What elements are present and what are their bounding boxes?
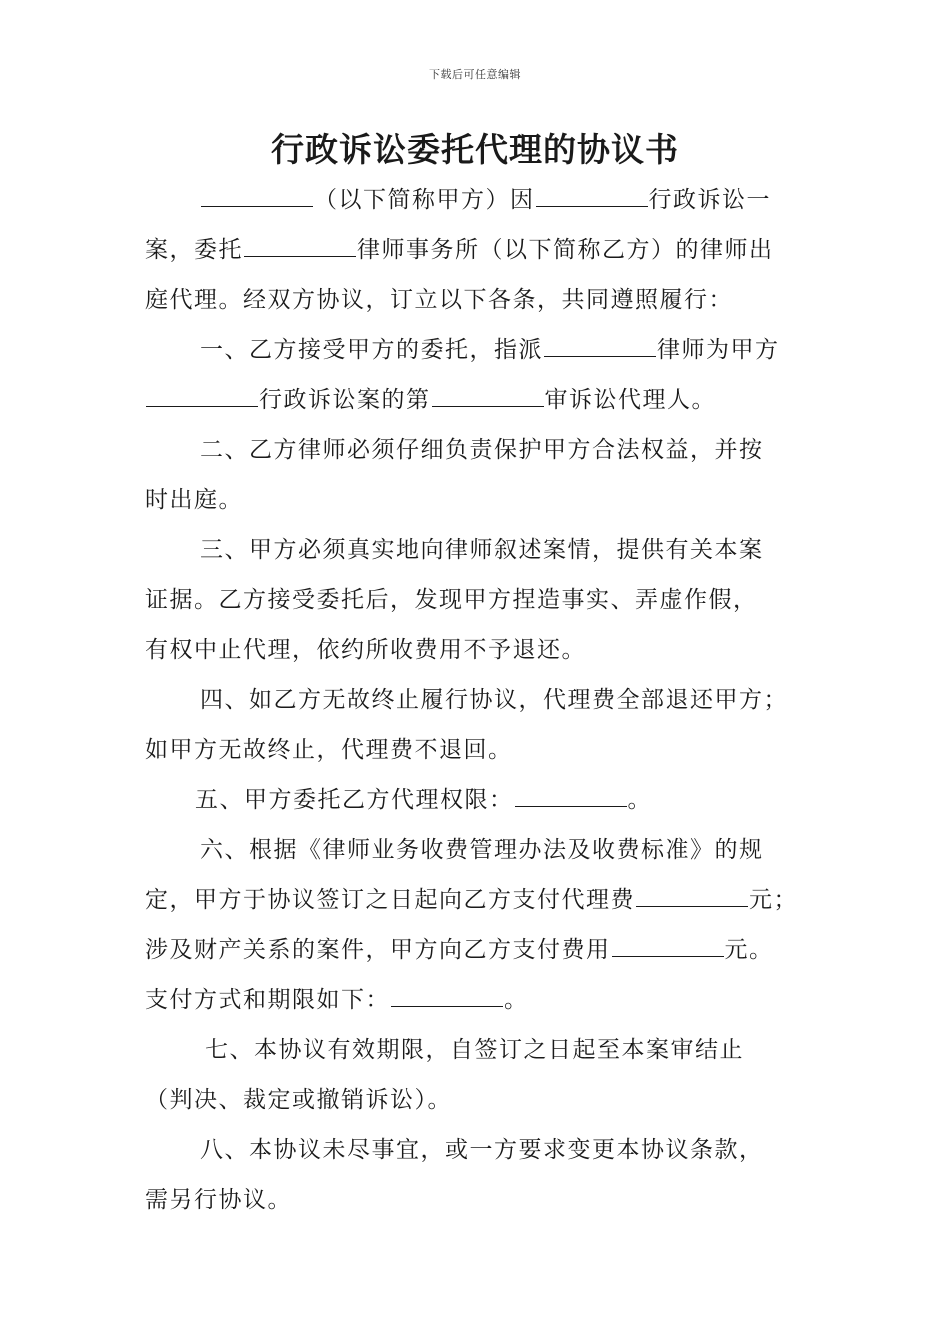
text-line	[145, 785, 867, 815]
line-text: 审诉讼代理人。	[544, 387, 716, 413]
line-text: 涉及财产关系的案件，甲方向乙方支付费用	[145, 937, 611, 963]
fill-blank[interactable]	[391, 986, 503, 1007]
line-text: 。	[627, 787, 652, 813]
line-text: 三、甲方必须真实地向律师叙述案情，提供有关本案	[200, 537, 764, 563]
text-line	[145, 385, 817, 415]
line-text: 元；	[749, 887, 798, 913]
text-line	[145, 435, 872, 465]
fill-blank[interactable]	[146, 386, 258, 407]
line-text: 六、根据《律师业务收费管理办法及收费标准》的规	[200, 837, 764, 863]
text-line	[145, 185, 872, 215]
text-line	[145, 635, 817, 665]
document-title: 行政诉讼委托代理的协议书	[271, 130, 679, 169]
line-text: 元。	[724, 937, 774, 963]
line-text: 一、乙方接受甲方的委托，指派	[200, 337, 543, 363]
line-text: 有权中止代理，依约所收费用不予退还。	[145, 637, 586, 663]
fill-blank[interactable]	[432, 386, 544, 407]
text-line	[145, 1085, 817, 1115]
line-text: 支付方式和期限如下：	[145, 987, 390, 1013]
line-text: 律师事务所（以下简称乙方）的律师出	[357, 237, 774, 263]
line-text: 定，甲方于协议签订之日起向乙方支付代理费	[145, 887, 635, 913]
line-text: 如甲方无故终止，代理费不退回。	[145, 737, 513, 763]
fill-blank[interactable]	[544, 336, 656, 357]
line-text: 四、如乙方无故终止履行协议，代理费全部退还甲方；	[200, 687, 788, 713]
text-line	[145, 1185, 817, 1215]
text-line	[145, 685, 872, 715]
line-text: 需另行协议。	[145, 1187, 292, 1213]
fill-blank[interactable]	[201, 186, 313, 207]
line-text: 时出庭。	[145, 487, 243, 513]
text-line	[145, 735, 817, 765]
text-line	[145, 335, 872, 365]
line-text: 二、乙方律师必须仔细负责保护甲方合法权益，并按	[200, 437, 764, 463]
line-text: 七、本协议有效期限，自签订之日起至本案审结止	[205, 1037, 744, 1063]
fill-blank[interactable]	[536, 186, 648, 207]
line-text: 。	[504, 987, 529, 1013]
text-line	[145, 585, 817, 615]
text-line	[145, 1135, 872, 1165]
line-text: （判决、裁定或撤销诉讼）。	[145, 1087, 452, 1113]
line-text: 行政诉讼案的第	[259, 387, 431, 413]
fill-blank[interactable]	[636, 886, 748, 907]
fill-blank[interactable]	[244, 236, 356, 257]
line-text: 证据。乙方接受委托后，发现甲方捏造事实、弄虚作假，	[145, 587, 758, 613]
text-line	[145, 885, 817, 915]
line-text: 律师为甲方	[657, 337, 780, 363]
text-line	[145, 485, 817, 515]
line-text: 八、本协议未尽事宜，或一方要求变更本协议条款，	[200, 1137, 764, 1163]
text-line	[145, 835, 872, 865]
text-line	[145, 935, 817, 965]
line-text: 五、甲方委托乙方代理权限：	[195, 787, 514, 813]
text-line	[145, 285, 817, 315]
text-line	[145, 535, 872, 565]
text-line	[145, 985, 817, 1015]
line-text: 庭代理。经双方协议，订立以下各条，共同遵照履行：	[145, 287, 733, 313]
line-text: （以下简称甲方）因	[314, 187, 535, 213]
line-text: 行政诉讼一	[648, 187, 771, 213]
text-line	[145, 235, 817, 265]
fill-blank[interactable]	[515, 786, 627, 807]
fill-blank[interactable]	[612, 936, 724, 957]
text-line	[145, 1035, 877, 1065]
line-text: 案，委托	[145, 237, 243, 263]
header-note: 下载后可任意编辑	[429, 68, 521, 81]
